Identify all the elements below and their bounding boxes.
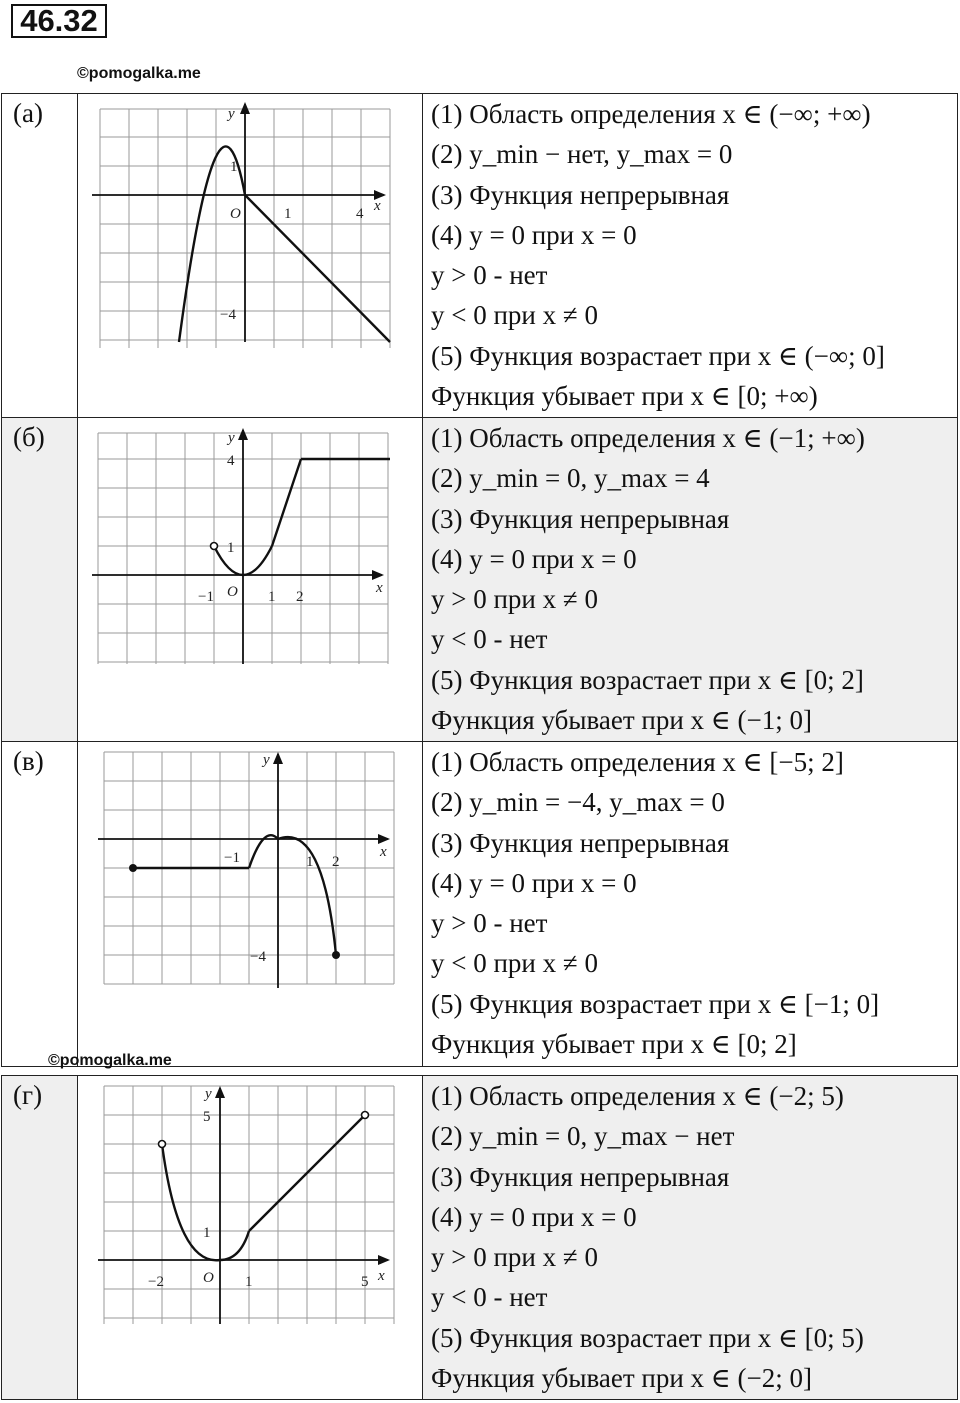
prop-line: Функция убывает при x ∈ (−2; 0]	[431, 1363, 812, 1394]
prop-line: (1) Область определения x ∈ (−∞; +∞)	[431, 99, 871, 129]
closed-point	[332, 951, 340, 959]
prop-line: y < 0 при x ≠ 0	[431, 300, 598, 331]
prop-line: (3) Функция непрерывная	[431, 1161, 730, 1192]
prop-line: (5) Функция возрастает при x ∈ (−∞; 0]	[431, 340, 885, 371]
prop-line: (1) Область определения x ∈ (−2; 5)	[431, 1081, 844, 1111]
tick-x-neg2: −2	[148, 1274, 164, 1290]
prop-line: y < 0 - нет	[431, 624, 548, 655]
prop-line: (1) Область определения x ∈ [−5; 2]	[431, 747, 844, 777]
tick-y-neg4: −4	[220, 307, 236, 323]
properties-d	[423, 1076, 957, 1399]
tick-y-5: 5	[203, 1109, 211, 1125]
x-axis-label: x	[378, 1268, 385, 1284]
tick-x-neg1: −1	[198, 589, 214, 605]
y-axis-label: y	[228, 106, 235, 122]
graph-a	[78, 94, 423, 417]
prop-line: (4) y = 0 при x = 0	[431, 1201, 637, 1232]
x-axis-label: x	[374, 198, 381, 214]
prop-line: Функция убывает при x ∈ (−1; 0]	[431, 705, 812, 736]
properties-a	[423, 94, 957, 417]
graph-d	[78, 1076, 423, 1399]
prop-line: (4) y = 0 при x = 0	[431, 543, 637, 574]
prop-line: y < 0 при x ≠ 0	[431, 948, 598, 979]
tick-x-1: 1	[306, 854, 314, 870]
x-axis-label: x	[380, 844, 387, 860]
prop-line: Функция убывает при x ∈ [0; +∞)	[431, 381, 818, 412]
open-point	[211, 543, 218, 550]
prop-line: (2) y_min = 0, y_max = 4	[431, 463, 710, 494]
prop-line: (5) Функция возрастает при x ∈ [0; 5)	[431, 1322, 864, 1353]
prop-line: (2) y_min − нет, y_max = 0	[431, 139, 733, 170]
watermark-top: ©pomogalka.me	[77, 65, 201, 82]
prop-line: y < 0 - нет	[431, 1282, 548, 1313]
properties-b	[423, 418, 957, 741]
y-axis-arrow	[240, 102, 250, 114]
graph-c	[78, 742, 423, 1066]
prop-line: (5) Функция возрастает при x ∈ [0; 2]	[431, 664, 864, 695]
prop-line: y > 0 при x ≠ 0	[431, 1242, 598, 1273]
row-d	[1, 1075, 958, 1400]
prop-line: (1) Область определения x ∈ (−1; +∞)	[431, 423, 865, 453]
prop-line: (5) Функция возрастает при x ∈ [−1; 0]	[431, 988, 880, 1019]
graph-b-svg	[78, 418, 423, 743]
tick-x-1: 1	[284, 206, 292, 222]
graph-c-svg	[78, 742, 423, 1068]
y-axis-label: y	[205, 1086, 212, 1102]
tick-x-2: 2	[296, 589, 304, 605]
x-axis-arrow	[378, 834, 390, 844]
prop-line: Функция убывает при x ∈ [0; 2]	[431, 1029, 797, 1060]
curve-line	[245, 195, 390, 342]
prop-line: y > 0 - нет	[431, 260, 548, 291]
closed-point	[129, 864, 137, 872]
x-axis-label: x	[376, 580, 383, 596]
tick-y-1: 1	[227, 540, 235, 556]
prop-line: (3) Функция непрерывная	[431, 179, 730, 210]
origin-label: O	[227, 584, 238, 600]
y-axis-label: y	[228, 430, 235, 446]
open-point	[362, 1112, 369, 1119]
row-label: (б)	[2, 418, 78, 741]
curve-rise	[272, 459, 301, 546]
tick-y-1: 1	[230, 159, 238, 175]
tick-x-2: 2	[332, 854, 340, 870]
origin-label: O	[230, 206, 241, 222]
row-label: (г)	[2, 1076, 78, 1399]
row-label: (а)	[2, 94, 78, 417]
prop-line: (3) Функция непрерывная	[431, 827, 730, 858]
tick-x-4: 4	[356, 206, 364, 222]
graph-background	[88, 1080, 408, 1332]
prop-line: (2) y_min = −4, y_max = 0	[431, 787, 725, 818]
prop-line: y > 0 при x ≠ 0	[431, 584, 598, 615]
curve-hump	[249, 835, 278, 868]
y-axis-arrow	[273, 752, 283, 764]
tick-y-1: 1	[203, 1225, 211, 1241]
tick-x-neg1: −1	[224, 850, 240, 866]
row-a	[1, 93, 958, 418]
y-axis-label: y	[263, 752, 270, 768]
prop-line: (2) y_min = 0, y_max − нет	[431, 1121, 735, 1152]
row-b	[1, 417, 958, 742]
watermark-mid: ©pomogalka.me	[48, 1052, 172, 1069]
prop-line: (4) y = 0 при x = 0	[431, 219, 637, 250]
prop-line: (3) Функция непрерывная	[431, 503, 730, 534]
y-axis-arrow	[238, 428, 248, 440]
origin-label: O	[203, 1270, 214, 1286]
prop-line: (4) y = 0 при x = 0	[431, 867, 637, 898]
row-c	[1, 741, 958, 1067]
graph-a-svg	[78, 94, 423, 419]
prop-line: y > 0 - нет	[431, 908, 548, 939]
x-axis-arrow	[372, 570, 384, 580]
graph-d-svg	[78, 1076, 423, 1401]
tick-x-1: 1	[268, 589, 276, 605]
problem-number: 46.32	[11, 4, 107, 38]
open-point	[159, 1141, 166, 1148]
tick-y-4: 4	[227, 453, 235, 469]
properties-c	[423, 742, 957, 1066]
tick-x-5: 5	[361, 1274, 369, 1290]
row-label: (в)	[2, 742, 78, 1066]
tick-x-1: 1	[245, 1274, 253, 1290]
tick-y-neg4: −4	[250, 949, 266, 965]
graph-b	[78, 418, 423, 741]
